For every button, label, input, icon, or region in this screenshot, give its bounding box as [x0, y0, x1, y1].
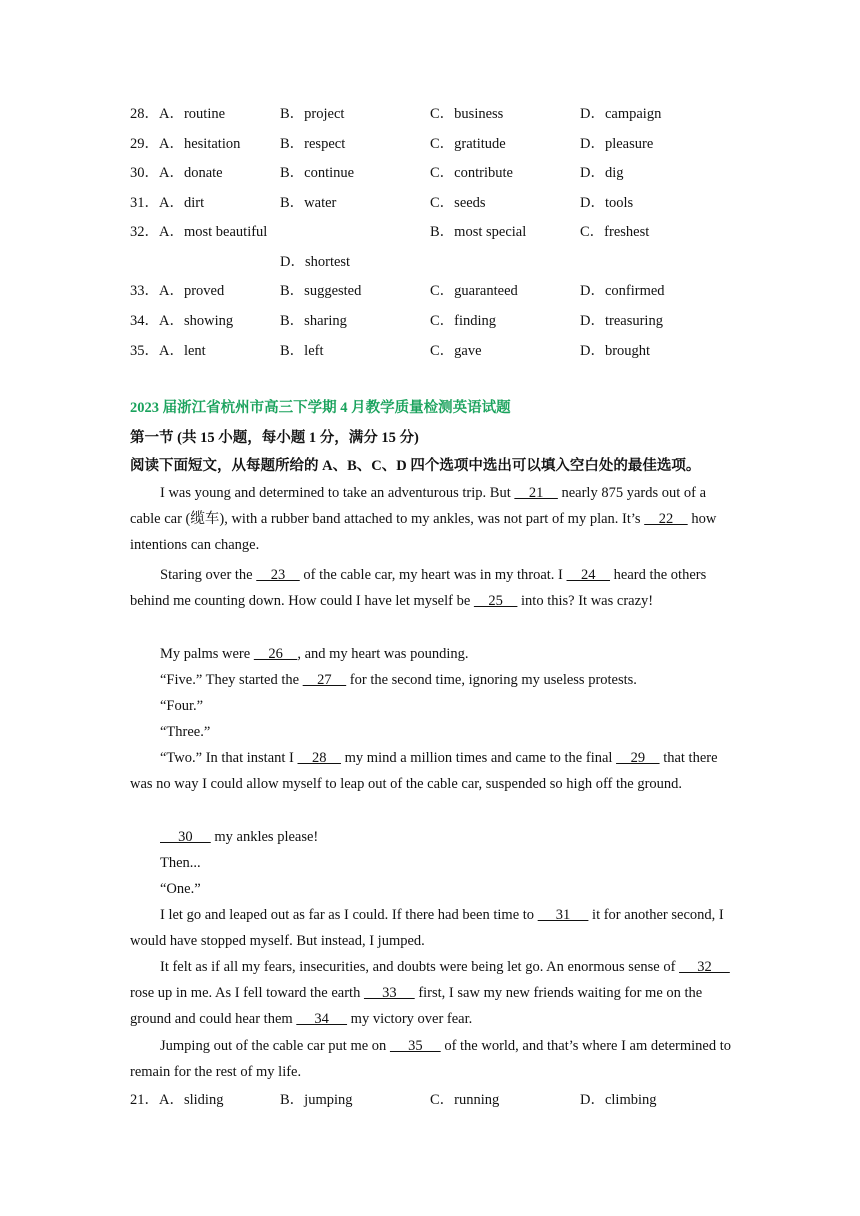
option-35-c: C．gave: [430, 343, 482, 359]
option-31-a: 31．A．dirt: [130, 195, 205, 211]
option-32-d: D．shortest: [280, 254, 351, 270]
option-33-b: B．suggested: [280, 283, 362, 299]
blank-24: 24: [566, 567, 611, 583]
option-30-d: D．dig: [580, 165, 624, 181]
option-31-d: D．tools: [580, 195, 634, 211]
option-row-33: [130, 280, 750, 302]
option-33-c: C．guaranteed: [430, 283, 518, 299]
blank-27: 27: [302, 672, 347, 688]
passage-paragraph-7: “Two.” In that instant I 28 my mind a million times and came to the final 29 that there was no way I could allow myself to leap out of the cable car, suspended so high off the ground.: [130, 750, 718, 792]
option-35-d: D．brought: [580, 343, 651, 359]
blank-29: 29: [616, 750, 660, 766]
option-row-32-cont: [130, 251, 750, 273]
option-29-d: D．pleasure: [580, 136, 654, 152]
option-30-b: B．continue: [280, 165, 355, 181]
part-header: 第一节 (共 15 小题，每小题 1 分，满分 15 分): [130, 430, 419, 446]
blank-35: 35: [389, 1038, 441, 1054]
blank-21: 21: [514, 485, 558, 501]
option-32-b: B．most special: [430, 224, 527, 240]
blank-28: 28: [297, 750, 342, 766]
option-21-c: C．running: [430, 1092, 500, 1108]
option-29-c: C．gratitude: [430, 136, 506, 152]
passage-paragraph-4: “Five.” They started the 27 for the second time, ignoring my useless protests.: [160, 672, 637, 688]
option-31-b: B．water: [280, 195, 337, 211]
blank-23: 23: [256, 567, 300, 583]
passage-paragraph-1: I was young and determined to take an adventurous trip. But 21 nearly 875 yards out of a cable car (缆车), with a rubber band attached to my ankles, was not part of my plan. It’s 22 how intentions can change.: [130, 485, 717, 553]
option-row-35: [130, 340, 750, 362]
instruction: 阅读下面短文，从每题所给的 A、B、C、D 四个选项中选出可以填入空白处的最佳选项。: [130, 458, 701, 474]
option-28-a: 28．A．routine: [130, 106, 226, 122]
option-30-c: C．contribute: [430, 165, 513, 181]
blank-22: 22: [644, 511, 688, 527]
option-28-b: B．project: [280, 106, 345, 122]
passage-paragraph-2: Staring over the 23 of the cable car, my heart was in my throat. I 24 heard the others behind me counting down. How could I have let myself be 25 into this? It was crazy!: [130, 567, 707, 609]
option-29-a: 29．A．hesitation: [130, 136, 241, 152]
option-33-a: 33．A．proved: [130, 283, 225, 299]
option-32-c: C．freshest: [580, 224, 650, 240]
blank-30: 30: [160, 829, 211, 845]
option-21-a: 21．A．sliding: [130, 1092, 224, 1108]
blank-26: 26: [253, 646, 298, 662]
option-35-a: 35．A．lent: [130, 343, 206, 359]
blank-25: 25: [473, 593, 518, 609]
option-21-d: D．climbing: [580, 1092, 657, 1108]
option-34-a: 34．A．showing: [130, 313, 234, 329]
option-34-b: B．sharing: [280, 313, 347, 329]
option-33-d: D．confirmed: [580, 283, 665, 299]
option-29-b: B．respect: [280, 136, 346, 152]
option-28-c: C．business: [430, 106, 504, 122]
passage-paragraph-11: I let go and leaped out as far as I could. If there had been time to 31 it for another second, I would have stopped myself. But instead, I jumped.: [130, 907, 724, 949]
passage-paragraph-8: 30 my ankles please!: [160, 829, 319, 845]
option-row-29: [130, 133, 750, 155]
option-row-31: [130, 192, 750, 214]
blank-34: 34: [296, 1011, 348, 1027]
blank-32: 32: [679, 959, 730, 975]
option-row-28: [130, 103, 750, 125]
blank-33: 33: [363, 985, 415, 1001]
option-35-b: B．left: [280, 343, 324, 359]
passage-paragraph-13: Jumping out of the cable car put me on 35 of the world, and that’s where I am determined to remain for the rest of my life.: [130, 1038, 731, 1080]
option-row-34: [130, 310, 750, 332]
passage-paragraph-6: “Three.”: [160, 724, 211, 740]
option-row-32: [130, 221, 750, 243]
option-30-a: 30．A．donate: [130, 165, 223, 181]
option-row-30: [130, 162, 750, 184]
passage-paragraph-5: “Four.”: [160, 698, 204, 714]
exam-title: 2023 届浙江省杭州市高三下学期 4 月教学质量检测英语试题: [130, 400, 511, 416]
blank-31: 31: [537, 907, 589, 923]
option-34-c: C．finding: [430, 313, 497, 329]
option-34-d: D．treasuring: [580, 313, 663, 329]
option-28-d: D．campaign: [580, 106, 662, 122]
option-row-21: [130, 1089, 750, 1111]
passage-paragraph-12: It felt as if all my fears, insecurities, and doubts were being let go. An enormous sense of 32 rose up in me. As I fell toward the earth 33 first, I saw my new friends waiting for me on the ground and could hear them 34 my victory over fear.: [130, 959, 730, 1027]
option-21-b: B．jumping: [280, 1092, 353, 1108]
passage-paragraph-9: Then...: [160, 855, 201, 871]
passage-paragraph-10: “One.”: [160, 881, 201, 897]
passage-paragraph-3: My palms were 26 , and my heart was pounding.: [160, 646, 469, 662]
option-31-c: C．seeds: [430, 195, 486, 211]
option-32-a: 32．A．most beautiful: [130, 224, 268, 240]
